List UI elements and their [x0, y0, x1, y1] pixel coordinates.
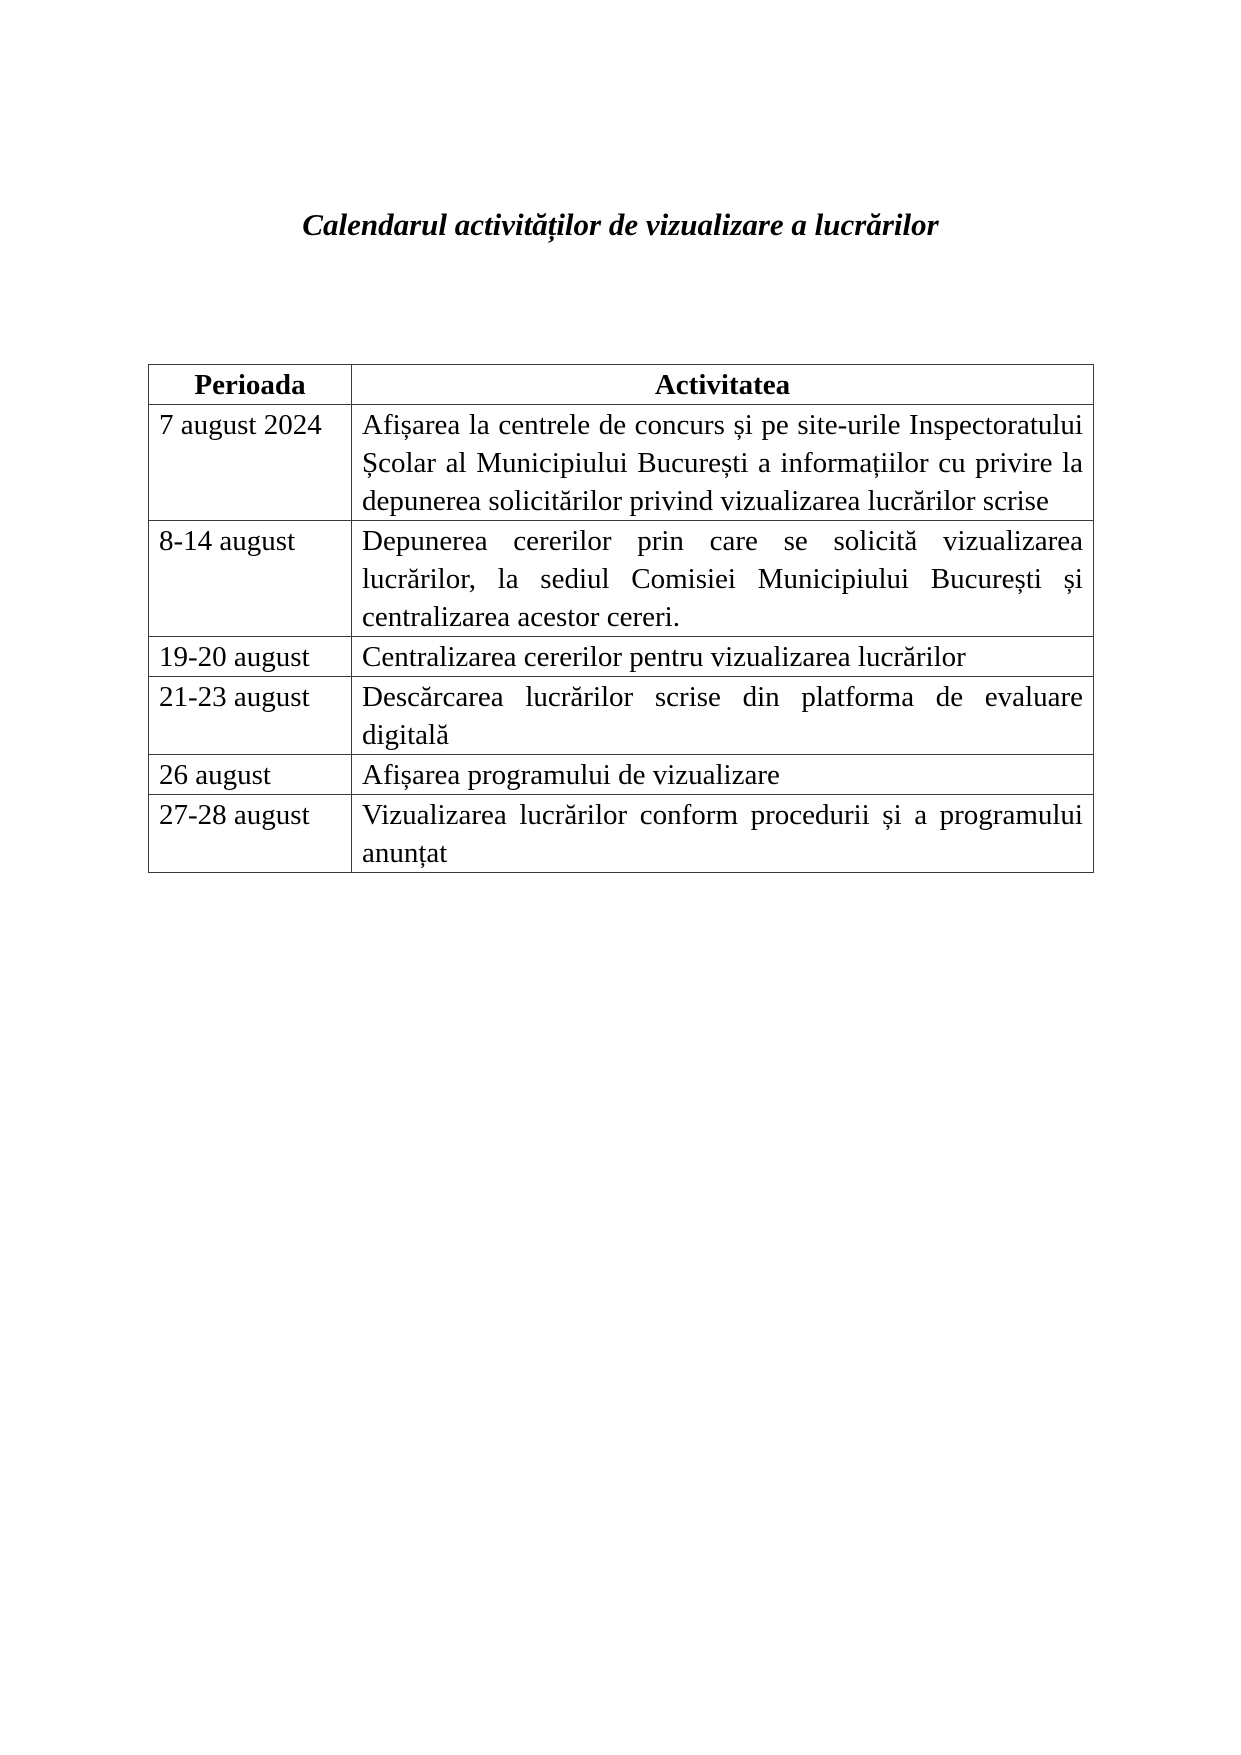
- table-row: [149, 795, 1094, 873]
- period-cell: 7 august 2024: [149, 405, 352, 521]
- activity-cell: Afișarea la centrele de concurs și pe site-urile Inspectoratului Școlar al Municipiului București a informațiilor cu privire la depunerea solicitărilor privind vizualizarea lucrărilor scrise: [352, 405, 1094, 521]
- period-cell: 8-14 august: [149, 521, 352, 637]
- period-cell: 26 august: [149, 755, 352, 795]
- table-row: [149, 677, 1094, 755]
- table-row: [149, 521, 1094, 637]
- header-period: Perioada: [149, 365, 352, 405]
- activity-cell: Vizualizarea lucrărilor conform procedurii și a programului anunțat: [352, 795, 1094, 873]
- period-cell: 19-20 august: [149, 637, 352, 677]
- period-cell: 27-28 august: [149, 795, 352, 873]
- table-header-row: [149, 365, 1094, 405]
- activity-cell: Depunerea cererilor prin care se solicită vizualizarea lucrărilor, la sediul Comisiei Municipiului București și centralizarea acestor cereri.: [352, 521, 1094, 637]
- table-row: [149, 755, 1094, 795]
- calendar-table: [148, 364, 1094, 873]
- activity-cell: Descărcarea lucrărilor scrise din platforma de evaluare digitală: [352, 677, 1094, 755]
- page-title: Calendarul activităților de vizualizare a lucrărilor: [302, 207, 939, 242]
- table-row: [149, 405, 1094, 521]
- activity-cell: Centralizarea cererilor pentru vizualizarea lucrărilor: [352, 637, 1094, 677]
- table-row: [149, 637, 1094, 677]
- period-cell: 21-23 august: [149, 677, 352, 755]
- header-activity: Activitatea: [352, 365, 1094, 405]
- activity-cell: Afișarea programului de vizualizare: [352, 755, 1094, 795]
